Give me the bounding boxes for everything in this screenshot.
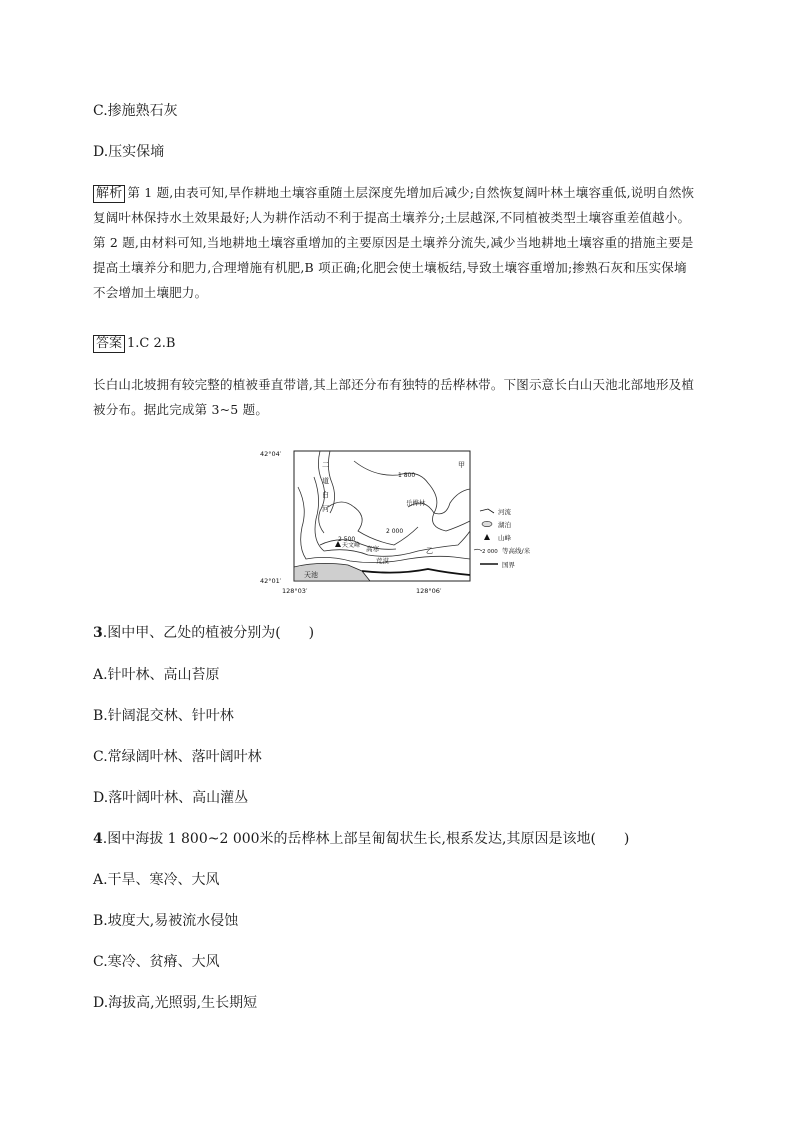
legend-peak: 山峰 (498, 534, 511, 542)
lat-bottom-label: 42°01′ (260, 577, 282, 585)
plateau-label-1: 高寒 (366, 545, 379, 553)
option-d-prev: D.压实保墒 (93, 144, 165, 160)
birch-label: 岳桦林 (406, 499, 426, 507)
legend-contour-value: 2 000 (482, 549, 498, 555)
lat-top-label: 42°04′ (260, 450, 282, 458)
question-4-stem (93, 829, 629, 849)
answer-tag: 答案 (93, 335, 125, 353)
q4-option-d: D.海拔高,光照弱,生长期短 (93, 995, 258, 1011)
question-4-text: .图中海拔 1 800~2 000米的岳桦林上部呈匍匐状生长,根系发达,其原因是该地( ) (102, 831, 630, 847)
legend-lake: 湖泊 (498, 521, 511, 529)
lake-label: 天池 (304, 571, 318, 579)
lon-right-label: 128°06′ (416, 587, 442, 595)
question-3-text: .图中甲、乙处的植被分别为( ) (102, 625, 315, 641)
jia-label: 甲 (458, 461, 465, 469)
q4-option-c: C.寒冷、贫瘠、大风 (93, 954, 220, 970)
q4-option-a: A.干旱、寒冷、大风 (93, 872, 220, 888)
q3-option-d: D.落叶阔叶林、高山灌丛 (93, 790, 249, 806)
changbaishan-map (258, 447, 548, 599)
legend-river-icon (480, 509, 494, 513)
yi-label: 乙 (426, 547, 433, 555)
contour-1800-label: 1 800 (398, 472, 416, 479)
question-4-number: 4 (93, 831, 103, 847)
q4-option-b: B.坡度大,易被流水侵蚀 (93, 913, 239, 929)
legend-river: 河流 (498, 508, 511, 516)
answer-text: 1.C 2.B (127, 336, 176, 351)
legend-border: 国界 (502, 561, 515, 569)
river-char-4: 河 (322, 505, 329, 513)
map-legend (474, 507, 531, 569)
river-char-2: 道 (322, 477, 329, 485)
question-3-stem (93, 623, 314, 643)
plateau-label-2: 荒漠 (376, 557, 389, 565)
peak-name-label: 天文峰 (342, 542, 361, 549)
legend-contour: 等高线/米 (502, 547, 531, 555)
contour-2500-label: 2 500 (338, 536, 356, 543)
legend-peak-icon (484, 534, 490, 540)
analysis-paragraph (93, 180, 699, 305)
q3-option-b: B.针阔混交林、针叶林 (93, 708, 234, 724)
analysis-text: 第 1 题,由表可知,旱作耕地土壤容重随土层深度先增加后减少;自然恢复阔叶林土壤容重低,说明自然恢复阔叶林保持水土效果最好;人为耕作活动不利于提高土壤养分;土层越深,不同植被类型土壤容重差值越小。第 2 题,由材料可知,当地耕地土壤容重增加的主要原因是土壤养分流失,减少当地耕地土壤容重的措施主要是提高土壤养分和肥力,合理增施有机肥,B 项正确;化肥会使土壤板结,导致土壤容重增加;掺熟石灰和压实保墒不会增加土壤肥力。 (93, 185, 695, 300)
legend-lake-icon (482, 521, 492, 526)
intro-paragraph: 长白山北坡拥有较完整的植被垂直带谱,其上部还分布有独特的岳桦林带。下图示意长白山天池北部地形及植被分布。据此完成第 3~5 题。 (93, 377, 695, 417)
legend-contour-icon (474, 549, 482, 551)
q3-option-c: C.常绿阔叶林、落叶阔叶林 (93, 749, 262, 765)
answer-line (93, 334, 175, 354)
q3-option-a: A.针叶林、高山苔原 (93, 667, 220, 683)
question-3-number: 3 (93, 625, 103, 641)
analysis-tag: 解析 (93, 185, 125, 203)
river-char-1: 二 (322, 461, 329, 469)
option-c-prev: C.掺施熟石灰 (93, 103, 178, 119)
contour-2000-label: 2 000 (386, 528, 404, 535)
river-char-3: 白 (322, 491, 329, 499)
lon-left-label: 128°03′ (282, 587, 308, 595)
